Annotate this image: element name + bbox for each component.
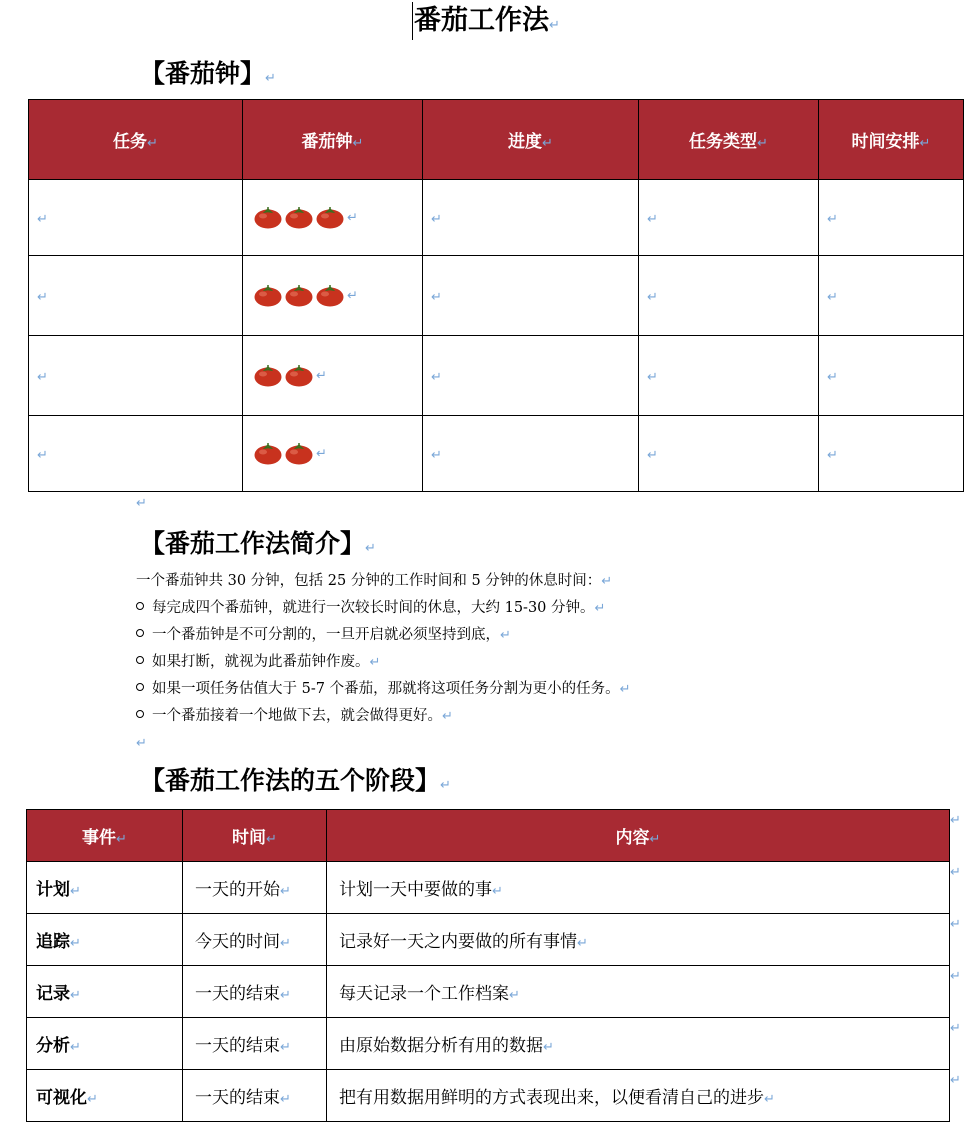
tomato-icon <box>254 206 282 229</box>
paragraph-mark: ↵ <box>136 496 147 511</box>
paragraph-mark: ↵ <box>266 832 277 847</box>
paragraph-mark: ↵ <box>647 369 658 385</box>
row-end-mark: ↵ <box>950 1021 961 1036</box>
intro-bullet: 如果一项任务估值大于 5-7 个番茄，那就将这项任务分割为更小的任务。↵ <box>136 676 630 703</box>
paragraph-mark: ↵ <box>316 368 327 384</box>
cell-time[interactable]: 一天的开始↵ <box>183 862 327 914</box>
table-row <box>29 256 964 336</box>
tomato-icon <box>254 442 282 465</box>
table-row <box>27 1070 950 1122</box>
row-end-mark: ↵ <box>950 865 961 880</box>
row-end-mark: ↵ <box>950 917 961 932</box>
paragraph-mark: ↵ <box>757 136 768 151</box>
paragraph-mark: ↵ <box>70 936 81 951</box>
tomato-icon <box>254 364 282 387</box>
tomato-icon <box>285 364 313 387</box>
bullet-icon <box>136 683 144 691</box>
cell-event[interactable]: 分析↵ <box>27 1018 183 1070</box>
paragraph-mark: ↵ <box>37 447 48 463</box>
cell-time[interactable]: 一天的结束↵ <box>183 1070 327 1122</box>
paragraph-mark: ↵ <box>442 709 453 724</box>
paragraph-mark: ↵ <box>431 369 442 385</box>
paragraph-mark: ↵ <box>70 884 81 899</box>
bullet-icon <box>136 629 144 637</box>
cell-task[interactable] <box>29 416 243 492</box>
intro-bullet: 一个番茄钟是不可分割的，一旦开启就必须坚持到底，↵ <box>136 622 630 649</box>
paragraph-mark: ↵ <box>352 136 364 151</box>
table-row <box>29 180 964 256</box>
paragraph-mark: ↵ <box>37 289 48 305</box>
paragraph-mark: ↵ <box>280 1092 291 1107</box>
cell-schedule[interactable] <box>819 256 964 336</box>
section-heading-pomodoro: 【番茄钟】↵ <box>140 59 276 88</box>
cell-tomatoes[interactable] <box>243 256 423 336</box>
paragraph-mark: ↵ <box>280 884 291 899</box>
paragraph-mark: ↵ <box>265 71 276 86</box>
tomato-icon <box>316 284 344 307</box>
cell-schedule[interactable] <box>819 180 964 256</box>
intro-bullet: 一个番茄接着一个地做下去，就会做得更好。↵ <box>136 703 630 730</box>
paragraph-mark: ↵ <box>827 369 838 385</box>
paragraph-mark: ↵ <box>647 211 658 227</box>
row-end-mark: ↵ <box>950 813 961 828</box>
tomato-icon <box>254 284 282 307</box>
paragraph-mark: ↵ <box>70 988 81 1003</box>
column-header: 事件↵ <box>27 810 183 862</box>
stages-table-header <box>27 810 950 862</box>
bullet-icon <box>136 710 144 718</box>
cell-content[interactable]: 记录好一天之内要做的所有事情↵ <box>327 914 950 966</box>
paragraph-mark: ↵ <box>87 1092 98 1107</box>
tomato-icon <box>285 442 313 465</box>
paragraph-mark: ↵ <box>280 988 291 1003</box>
tomato-icon <box>316 206 344 229</box>
cell-content[interactable]: 每天记录一个工作档案↵ <box>327 966 950 1018</box>
paragraph-mark: ↵ <box>147 136 158 151</box>
paragraph-mark: ↵ <box>431 447 442 463</box>
paragraph-mark: ↵ <box>347 288 358 304</box>
table-row <box>29 416 964 492</box>
cell-time[interactable]: 今天的时间↵ <box>183 914 327 966</box>
cell-task[interactable] <box>29 256 243 336</box>
paragraph-mark: ↵ <box>764 1092 775 1107</box>
column-header: 任务类型↵ <box>639 100 819 180</box>
cell-tomatoes[interactable] <box>243 416 423 492</box>
section-heading-intro: 【番茄工作法简介】↵ <box>140 529 376 558</box>
table-row <box>27 862 950 914</box>
table-row <box>27 914 950 966</box>
cell-progress[interactable] <box>423 256 639 336</box>
paragraph-mark: ↵ <box>827 447 838 463</box>
cell-task[interactable] <box>29 336 243 416</box>
tomato-icon <box>285 284 313 307</box>
column-header: 时间↵ <box>183 810 327 862</box>
column-header: 内容↵ <box>327 810 950 862</box>
cell-progress[interactable] <box>423 336 639 416</box>
cell-type[interactable] <box>639 416 819 492</box>
cell-event[interactable]: 可视化↵ <box>27 1070 183 1122</box>
paragraph-mark: ↵ <box>542 136 553 151</box>
paragraph-mark: ↵ <box>136 736 147 751</box>
paragraph-mark: ↵ <box>647 447 658 463</box>
intro-bullet: 每完成四个番茄钟，就进行一次较长时间的休息，大约 15-30 分钟。↵ <box>136 595 630 622</box>
pomodoro-table <box>28 99 964 492</box>
bullet-icon <box>136 656 144 664</box>
paragraph-mark: ↵ <box>431 289 442 305</box>
cell-content[interactable]: 计划一天中要做的事↵ <box>327 862 950 914</box>
cell-tomatoes[interactable] <box>243 336 423 416</box>
column-header: 任务↵ <box>29 100 243 180</box>
paragraph-mark: ↵ <box>577 936 588 951</box>
cell-time[interactable]: 一天的结束↵ <box>183 966 327 1018</box>
cell-type[interactable] <box>639 256 819 336</box>
paragraph-mark: ↵ <box>647 289 658 305</box>
column-header: 番茄钟↵ <box>243 100 423 180</box>
paragraph-mark: ↵ <box>649 832 661 847</box>
paragraph-mark: ↵ <box>369 655 381 670</box>
table-row <box>29 336 964 416</box>
paragraph-mark: ↵ <box>543 1040 554 1055</box>
column-header: 进度↵ <box>423 100 639 180</box>
bullet-icon <box>136 602 144 610</box>
cell-progress[interactable] <box>423 416 639 492</box>
paragraph-mark: ↵ <box>116 832 127 847</box>
paragraph-mark: ↵ <box>37 211 48 227</box>
paragraph-mark: ↵ <box>492 884 503 899</box>
cell-type[interactable] <box>639 336 819 416</box>
stages-table <box>26 809 950 1122</box>
paragraph-mark: ↵ <box>280 936 291 951</box>
table-row <box>27 966 950 1018</box>
paragraph-mark: ↵ <box>549 18 560 33</box>
cell-time[interactable]: 一天的结束↵ <box>183 1018 327 1070</box>
paragraph-mark: ↵ <box>70 1040 81 1055</box>
cell-content[interactable]: 由原始数据分析有用的数据↵ <box>327 1018 950 1070</box>
section-heading-stages: 【番茄工作法的五个阶段】↵ <box>140 766 451 795</box>
paragraph-mark: ↵ <box>509 988 520 1003</box>
intro-bullet: 如果打断，就视为此番茄钟作废。↵ <box>136 649 630 676</box>
paragraph-mark: ↵ <box>827 289 838 305</box>
paragraph-mark: ↵ <box>619 682 631 697</box>
cell-task[interactable] <box>29 180 243 256</box>
paragraph-mark: ↵ <box>316 446 327 462</box>
cell-schedule[interactable] <box>819 416 964 492</box>
intro-lead: 一个番茄钟共 30 分钟，包括 25 分钟的工作时间和 5 分钟的休息时间：↵ <box>136 573 613 589</box>
paragraph-mark: ↵ <box>365 541 376 556</box>
paragraph-mark: ↵ <box>347 210 358 226</box>
intro-text <box>136 568 630 757</box>
pomodoro-table-header <box>29 100 964 180</box>
tomato-icon <box>285 206 313 229</box>
paragraph-mark: ↵ <box>500 628 511 643</box>
document-title: 番茄工作法↵ <box>412 2 560 40</box>
cell-schedule[interactable] <box>819 336 964 416</box>
cell-event[interactable]: 追踪↵ <box>27 914 183 966</box>
cell-event[interactable]: 记录↵ <box>27 966 183 1018</box>
paragraph-mark: ↵ <box>919 136 931 151</box>
paragraph-mark: ↵ <box>440 778 451 793</box>
cell-event[interactable]: 计划↵ <box>27 862 183 914</box>
column-header: 时间安排↵ <box>819 100 964 180</box>
row-end-mark: ↵ <box>950 1073 961 1088</box>
paragraph-mark: ↵ <box>594 601 606 616</box>
paragraph-mark: ↵ <box>37 369 48 385</box>
cell-progress[interactable] <box>423 180 639 256</box>
cell-content[interactable]: 把有用数据用鲜明的方式表现出来，以便看清自己的进步↵ <box>327 1070 950 1122</box>
row-end-mark: ↵ <box>950 969 961 984</box>
paragraph-mark: ↵ <box>431 211 442 227</box>
cell-type[interactable] <box>639 180 819 256</box>
cell-tomatoes[interactable] <box>243 180 423 256</box>
paragraph-mark: ↵ <box>280 1040 291 1055</box>
paragraph-mark: ↵ <box>827 211 838 227</box>
table-row <box>27 1018 950 1070</box>
